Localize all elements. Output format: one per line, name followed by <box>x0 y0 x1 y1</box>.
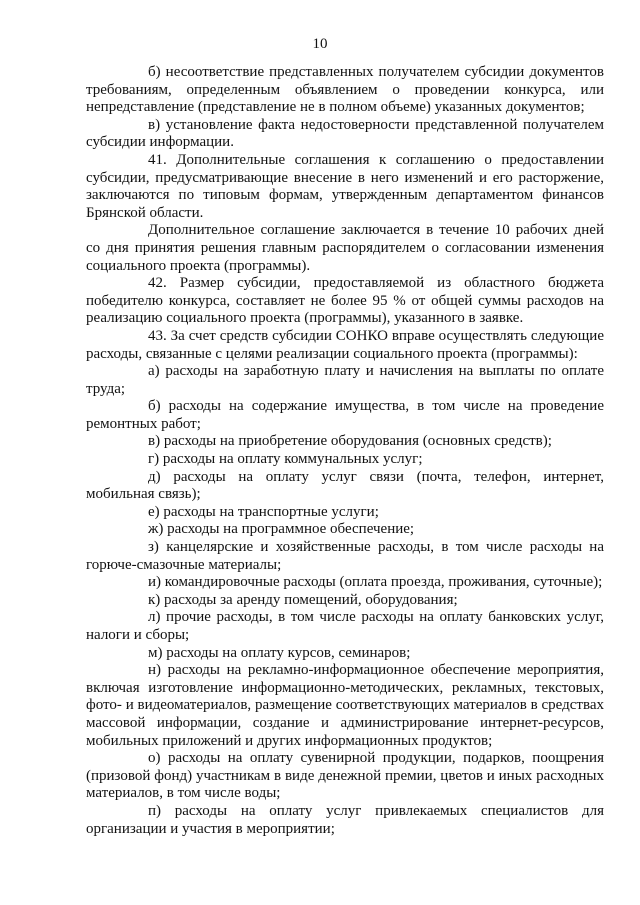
paragraph: б) несоответствие представленных получателем субсидии документов требованиям, определенным объявлением о проведении конкурса, или непредставление (представление не в полном объеме) указанных документов; <box>86 64 604 116</box>
paragraph: 41. Дополнительные соглашения к соглашению о предоставлении субсидии, предусматривающие внесение в него изменений и его расторжение, заключаются по типовым формам, утвержденным департаментом финансов Брянской области. <box>86 151 604 221</box>
paragraph: о) расходы на оплату сувенирной продукции, подарков, поощрения (призовой фонд) участникам в виде денежной премии, цветов и иных расходных материалов, в том числе воды; <box>86 750 604 802</box>
paragraph: г) расходы на оплату коммунальных услуг; <box>148 451 423 468</box>
paragraph: е) расходы на транспортные услуги; <box>148 503 379 520</box>
paragraph: а) расходы на заработную плату и начисления на выплаты по оплате труда; <box>86 363 604 397</box>
paragraph: ж) расходы на программное обеспечение; <box>148 521 415 538</box>
paragraph: н) расходы на рекламно-информационное обеспечение мероприятия, включая изготовление информационно-методических, рекламных, текстовых, фото- и видеоматериалов, размещение соответствующих материалов в средствах массовой информации, создание и администрирование интернет-ресурсов, мобильных приложений и других информационных продуктов; <box>86 662 604 749</box>
paragraph: з) канцелярские и хозяйственные расходы, в том числе расходы на горюче-смазочные материалы; <box>86 539 604 573</box>
paragraph: к) расходы за аренду помещений, оборудования; <box>148 591 458 608</box>
paragraph: м) расходы на оплату курсов, семинаров; <box>148 644 411 661</box>
page-number: 10 <box>312 36 328 52</box>
paragraph: 42. Размер субсидии, предоставляемой из областного бюджета победителю конкурса, составляет не более 95 % от общей суммы расходов на реализацию социального проекта (программы), указанного в заявке. <box>86 275 604 327</box>
paragraph: д) расходы на оплату услуг связи (почта, телефон, интернет, мобильная связь); <box>86 468 604 503</box>
paragraph: Дополнительное соглашение заключается в течение 10 рабочих дней со дня принятия решения главным распорядителем о согласовании изменения социального проекта (программы). <box>86 222 604 274</box>
paragraph: 43. За счет средств субсидии СОНКО вправе осуществлять следующие расходы, связанные с целями реализации социального проекта (программы): <box>86 327 604 362</box>
paragraph: в) расходы на приобретение оборудования (основных средств); <box>148 433 552 450</box>
paragraph: п) расходы на оплату услуг привлекаемых специалистов для организации и участия в мероприятии; <box>86 802 604 837</box>
paragraph: и) командировочные расходы (оплата проезда, проживания, суточные); <box>148 574 603 591</box>
paragraph: л) прочие расходы, в том числе расходы на оплату банковских услуг, налоги и сборы; <box>86 609 604 643</box>
paragraph: в) установление факта недостоверности представленной получателем субсидии информации. <box>86 116 604 151</box>
body-text <box>86 64 604 838</box>
paragraph: б) расходы на содержание имущества, в том числе на проведение ремонтных работ; <box>86 398 604 432</box>
